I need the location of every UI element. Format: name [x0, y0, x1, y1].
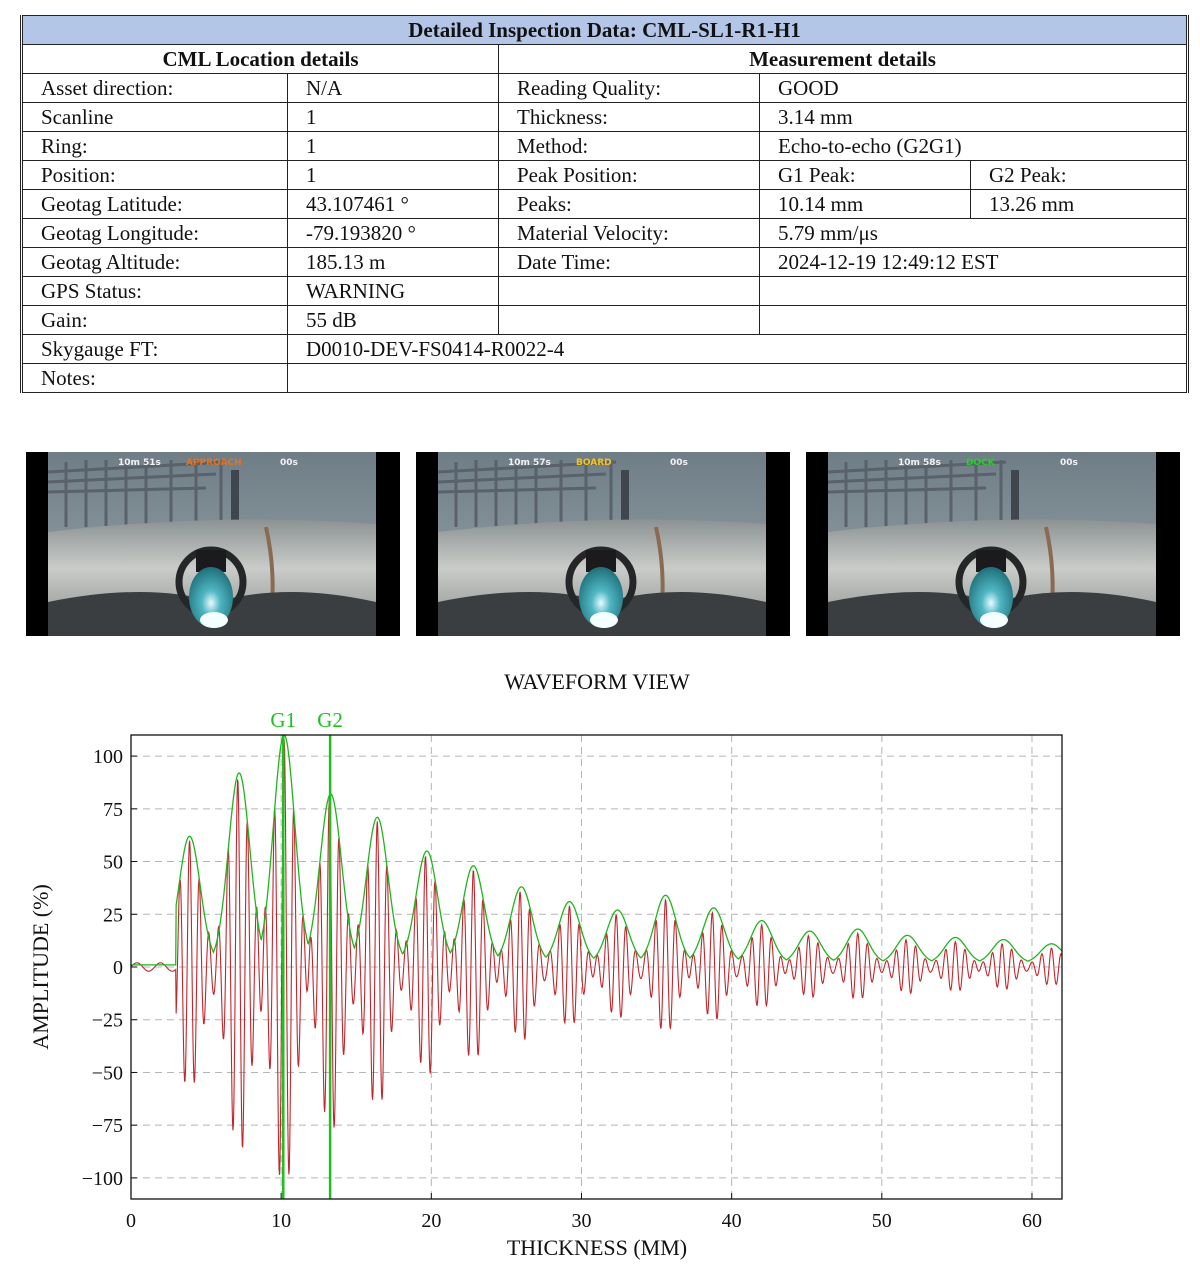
gate-label-g2: G2	[317, 708, 343, 732]
camera-image	[806, 452, 1180, 636]
frame-phase-label: BOARD	[576, 458, 612, 468]
scanline-value: 1	[288, 103, 499, 132]
table-row	[22, 103, 1188, 132]
skygauge-value: D0010-DEV-FS0414-R0022-4	[288, 335, 1188, 364]
waveform-plot	[0, 660, 1200, 1260]
chart-series	[131, 735, 1062, 1175]
position-value: 1	[288, 161, 499, 190]
thickness-value: 3.14 mm	[760, 103, 1188, 132]
y-tick-label: 50	[103, 851, 123, 874]
reading-quality-label: Reading Quality:	[499, 74, 760, 103]
y-tick-label: −25	[91, 1009, 123, 1032]
frame-elapsed-time: 10m 58s	[898, 458, 941, 468]
envelope-series	[131, 735, 1062, 965]
notes-value	[288, 364, 1188, 393]
notes-label: Notes:	[22, 364, 288, 393]
x-tick-label: 60	[1021, 1210, 1042, 1232]
velocity-label: Material Velocity:	[499, 219, 760, 248]
frame-phase-label: DOCK	[966, 458, 995, 468]
frame-elapsed-time: 10m 57s	[508, 458, 551, 468]
camera-frame-board	[416, 452, 790, 636]
velocity-value: 5.79 mm/μs	[760, 219, 1188, 248]
waveform-chart	[0, 660, 1200, 1260]
inspection-report	[20, 15, 1186, 393]
report-title: Detailed Inspection Data: CML-SL1-R1-H1	[22, 16, 1188, 45]
y-axis-label: AMPLITUDE (%)	[28, 884, 53, 1050]
frame-seconds: 00s	[280, 458, 298, 468]
x-tick-label: 30	[571, 1210, 592, 1232]
y-tick-label: 100	[93, 746, 123, 769]
empty-cell	[760, 277, 1188, 306]
longitude-label: Geotag Longitude:	[22, 219, 288, 248]
measurement-section-header: Measurement details	[499, 45, 1188, 74]
asset-direction-label: Asset direction:	[22, 74, 288, 103]
ring-value: 1	[288, 132, 499, 161]
y-tick-label: 0	[113, 957, 123, 979]
camera-image	[26, 452, 400, 636]
y-tick-label: −75	[91, 1115, 123, 1138]
y-tick-label: −50	[91, 1062, 123, 1085]
method-label: Method:	[499, 132, 760, 161]
latitude-label: Geotag Latitude:	[22, 190, 288, 219]
camera-frames	[26, 452, 1181, 636]
skygauge-label: Skygauge FT:	[22, 335, 288, 364]
altitude-label: Geotag Altitude:	[22, 248, 288, 277]
thickness-label: Thickness:	[499, 103, 760, 132]
latitude-value: 43.107461 °	[288, 190, 499, 219]
x-axis-label: THICKNESS (MM)	[506, 1235, 688, 1260]
x-tick-label: 50	[871, 1210, 892, 1232]
g1-peak-label: G1 Peak:	[760, 161, 971, 190]
waveform-series	[131, 739, 1062, 1175]
chart-title: WAVEFORM VIEW	[504, 669, 690, 694]
empty-cell	[760, 306, 1188, 335]
scanline-label: Scanline	[22, 103, 288, 132]
camera-frame-approach	[26, 452, 400, 636]
empty-cell	[499, 277, 760, 306]
table-row	[22, 277, 1188, 306]
reading-quality-value: GOOD	[760, 74, 1188, 103]
gps-status-label: GPS Status:	[22, 277, 288, 306]
gain-value: 55 dB	[288, 306, 499, 335]
x-tick-label: 20	[421, 1210, 442, 1232]
camera-image	[416, 452, 790, 636]
y-tick-label: −100	[81, 1167, 123, 1190]
frame-phase-label: APPROACH	[186, 458, 242, 468]
inspection-table	[20, 15, 1189, 393]
g2-peak-label: G2 Peak:	[971, 161, 1188, 190]
gate-label-g1: G1	[270, 708, 297, 732]
gps-status-value: WARNING	[288, 277, 499, 306]
location-section-header: CML Location details	[22, 45, 499, 74]
table-row	[22, 132, 1188, 161]
table-row	[22, 364, 1188, 393]
y-tick-label: 75	[103, 798, 123, 821]
table-row	[22, 161, 1188, 190]
datetime-label: Date Time:	[499, 248, 760, 277]
table-row	[22, 306, 1188, 335]
g2-peak-value: 13.26 mm	[971, 190, 1188, 219]
method-value: Echo-to-echo (G2G1)	[760, 132, 1188, 161]
frame-seconds: 00s	[670, 458, 688, 468]
peaks-label: Peaks:	[499, 190, 760, 219]
y-tick-label: 25	[103, 904, 123, 927]
frame-elapsed-time: 10m 51s	[118, 458, 161, 468]
x-tick-label: 0	[126, 1210, 136, 1232]
table-row	[22, 219, 1188, 248]
chart-grid	[131, 735, 1062, 1199]
plot-frame	[131, 735, 1062, 1199]
frame-seconds: 00s	[1060, 458, 1078, 468]
gain-label: Gain:	[22, 306, 288, 335]
g1-peak-value: 10.14 mm	[760, 190, 971, 219]
camera-frame-dock	[806, 452, 1180, 636]
table-row	[22, 335, 1188, 364]
position-label: Position:	[22, 161, 288, 190]
empty-cell	[499, 306, 760, 335]
table-row	[22, 190, 1188, 219]
table-row	[22, 74, 1188, 103]
altitude-value: 185.13 m	[288, 248, 499, 277]
peak-position-label: Peak Position:	[499, 161, 760, 190]
longitude-value: -79.193820 °	[288, 219, 499, 248]
x-tick-label: 40	[721, 1210, 742, 1232]
ring-label: Ring:	[22, 132, 288, 161]
datetime-value: 2024-12-19 12:49:12 EST	[760, 248, 1188, 277]
table-row	[22, 248, 1188, 277]
x-tick-label: 10	[271, 1210, 292, 1232]
asset-direction-value: N/A	[288, 74, 499, 103]
